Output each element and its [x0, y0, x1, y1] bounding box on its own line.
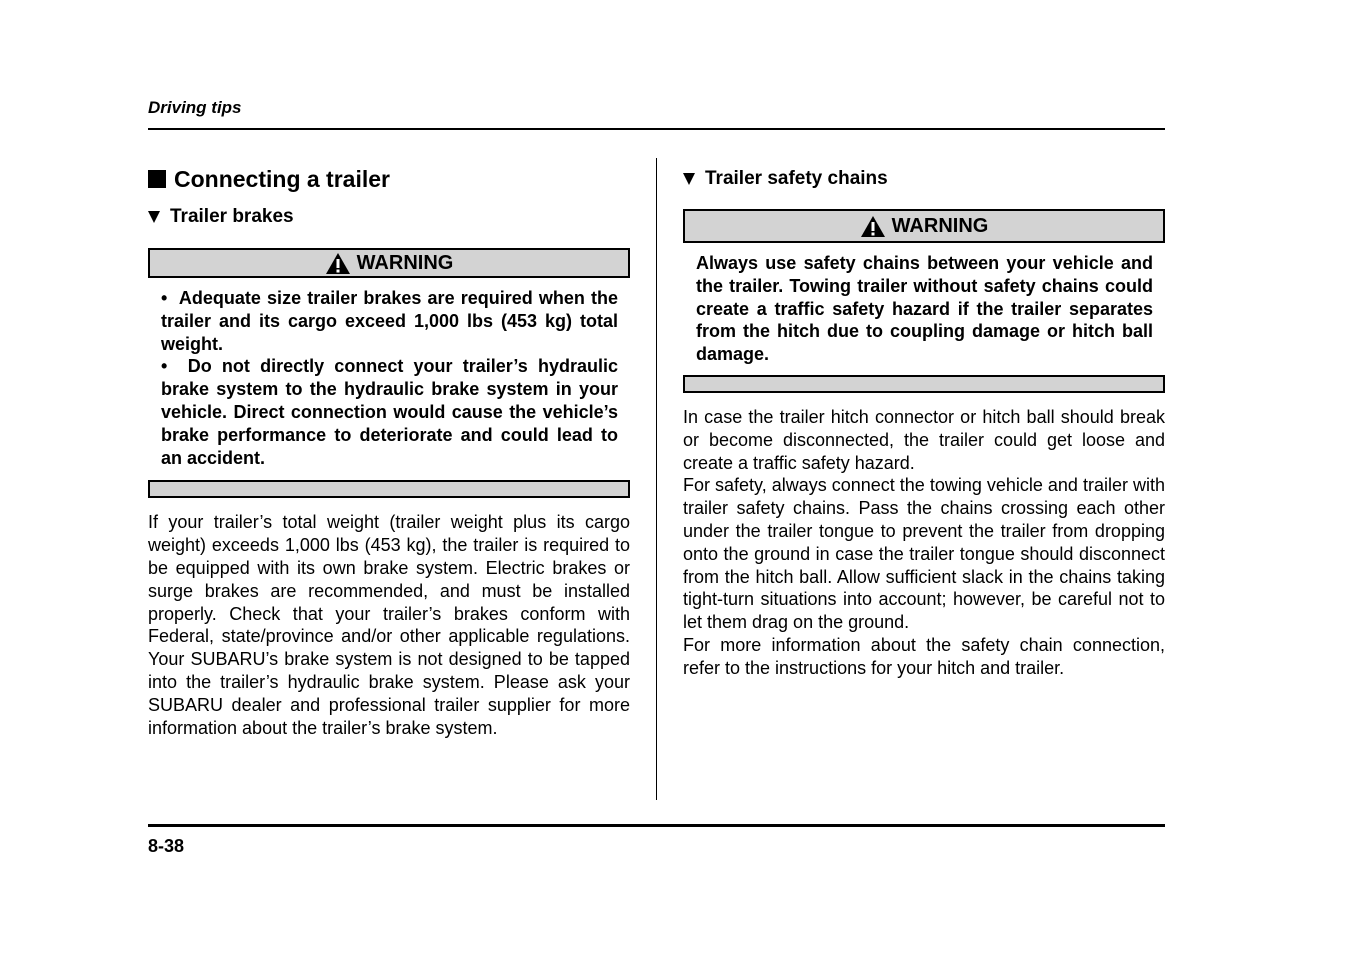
body-paragraph: For more information about the safety chain connection, refer to the instructions for your hitch and trailer. [683, 634, 1165, 678]
trailer-brakes-body [148, 511, 630, 739]
subsection-trailer-brakes [148, 204, 630, 230]
warning-end-bar [148, 480, 630, 498]
left-column [148, 164, 630, 739]
section-title [148, 164, 630, 194]
running-header: Driving tips [148, 98, 242, 117]
subsection-text: Trailer brakes [170, 206, 294, 227]
header-rule [148, 128, 1165, 130]
warning-body [683, 252, 1165, 366]
warning-body [148, 287, 630, 469]
subsection-safety-chains [683, 166, 1165, 192]
body-paragraph: For safety, always connect the towing vehicle and trailer with trailer safety chains. Pass the chains crossing each other under the trailer tongue to prevent the trailer from dropping onto the ground in case the trailer tongue should disconnect from the hitch ball. Allow sufficient slack in the chains taking tight-turn situations into account; however, be careful not to let them drag on the ground. [683, 475, 1165, 633]
warning-text: Always use safety chains between your vehicle and the trailer. Towing trailer without safety chains could create a traffic safety hazard if the trailer separates from the hitch due to coupling damage or hitch ball damage. [696, 253, 1153, 365]
warning-header [148, 248, 630, 278]
warning-end-bar [683, 375, 1165, 393]
triangle-bullet-icon [683, 173, 695, 185]
warning-triangle-icon [860, 215, 886, 238]
warning-item: • Do not directly connect your trailer’s hydraulic brake system to the hydraulic brake system in your vehicle. Direct connection would cause the vehicle’s brake performance to deteriorate and could lead to an accident. [161, 356, 618, 468]
warning-label: WARNING [356, 251, 454, 274]
warning-header [683, 209, 1165, 243]
page-number: 8-38 [148, 836, 185, 856]
body-paragraph: In case the trailer hitch connector or hitch ball should break or become disconnected, the trailer could get loose and create a traffic safety hazard. [683, 406, 1165, 473]
warning-triangle-icon [325, 252, 351, 275]
safety-chains-body [683, 406, 1165, 680]
column-divider [656, 158, 657, 800]
right-column [683, 164, 1165, 680]
subsection-text: Trailer safety chains [705, 168, 888, 189]
square-bullet-icon [148, 170, 166, 188]
warning-item: • Adequate size trailer brakes are required when the trailer and its cargo exceed 1,000 lbs (453 kg) total weight. [161, 288, 618, 354]
body-paragraph: If your trailer’s total weight (trailer weight plus its cargo weight) exceeds 1,000 lbs (453 kg), the trailer is required to be equipped with its own brake system. Electric brakes or surge brakes are recommended, and must be installed properly. Check that your trailer’s brakes conform with Federal, state/province and/or other applicable regulations. Your SUBARU’s brake system is not designed to be tapped into the trailer’s hydraulic brake system. Please ask your SUBARU dealer and professional trailer supplier for more information about the trailer’s brake system. [148, 512, 630, 738]
triangle-bullet-icon [148, 211, 160, 223]
footer-rule [148, 824, 1165, 827]
section-title-text: Connecting a trailer [174, 166, 390, 192]
warning-label: WARNING [891, 214, 989, 237]
